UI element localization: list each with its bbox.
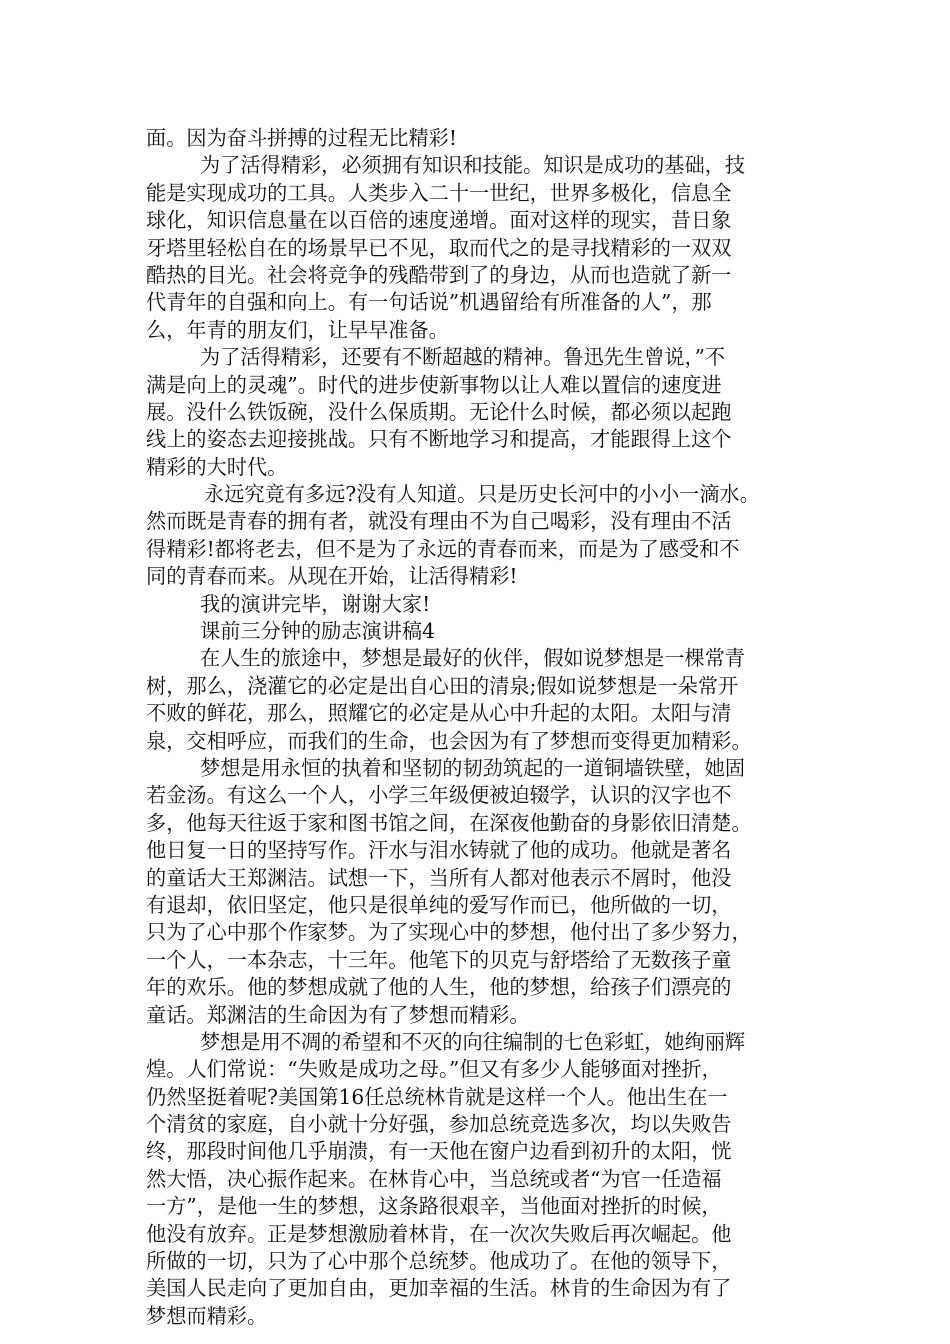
text-line: 童话。郑渊洁的生命因为有了梦想而精彩。 [146,1002,530,1027]
text-line: 终，那段时间他几乎崩溃，有一天他在窗户边看到初升的太阳，恍 [146,1139,732,1164]
text-line: 美国人民走向了更加自由，更加幸福的生活。林肯的生命因为有了 [146,1276,732,1301]
paragraph-start-line: 为了活得精彩，必须拥有知识和技能。知识是成功的基础，技 [200,153,746,178]
text-line: 满是向上的灵魂”。时代的进步使新事物以让人难以置信的速度进 [146,372,722,397]
text-line: 一方”，是他一生的梦想，这条路很艰辛，当他面对挫折的时候， [146,1194,722,1219]
text-line: 树，那么，浇灌它的必定是出自心田的清泉;假如说梦想是一朵常开 [146,673,739,698]
text-line: 面。因为奋斗拼搏的过程无比精彩! [146,126,457,150]
text-line: 得精彩!都将老去，但不是为了永远的青春而来，而是为了感受和不 [146,536,740,561]
text-line: 泉，交相呼应，而我们的生命，也会因为有了梦想而变得更加精彩。 [146,728,752,753]
paragraph-start-line: 梦想是用永恒的执着和坚韧的韧劲筑起的一道铜墙铁壁，她固 [200,755,746,780]
closing-line: 我的演讲完毕，谢谢大家! [200,591,431,616]
text-line: 煌。人们常说：“失败是成功之母。”但又有多少人能够面对挫折， [146,1057,722,1082]
text-line: 有退却，依旧坚定，他只是很单纯的爱写作而已，他所做的一切， [146,892,732,917]
text-line: 不败的鲜花，那么，照耀它的必定是从心中升起的太阳。太阳与清 [146,701,732,726]
text-line: 酷热的目光。社会将竞争的残酷带到了的身边，从而也造就了新一 [146,262,732,287]
text-line: 么，年青的朋友们，让早早准备。 [146,317,449,342]
paragraph-start-line: 在人生的旅途中，梦想是最好的伙伴，假如说梦想是一棵常青 [200,646,746,671]
text-line: 球化，知识信息量在以百倍的速度递增。面对这样的现实，昔日象 [146,208,732,233]
text-line: 代青年的自强和向上。有一句话说”机遇留给有所准备的人”，那 [146,290,712,315]
text-line: 只为了心中那个作家梦。为了实现心中的梦想，他付出了多少努力， [146,920,752,945]
text-line: 仍然坚挺着呢?美国第16任总统林肯就是这样一个人。他出生在一 [146,1084,728,1109]
text-line: 多，他每天往返于家和图书馆之间，在深夜他勤奋的身影依旧清楚。 [146,810,752,835]
text-line: 线上的姿态去迎接挑战。只有不断地学习和提高，才能跟得上这个 [146,427,732,452]
text-line: 若金汤。有这么一个人，小学三年级便被迫辍学，认识的汉字也不 [146,783,732,808]
document-body [146,125,816,1330]
text-line: 他日复一日的坚持写作。汗水与泪水铸就了他的成功。他就是著名 [146,838,732,863]
text-line: 精彩的大时代。 [146,454,288,479]
text-line: 年的欢乐。他的梦想成就了他的人生，他的梦想，给孩子们漂亮的 [146,975,732,1000]
text-line: 梦想而精彩。 [146,1303,268,1328]
paragraph-start-line: 梦想是用不凋的希望和不灭的向往编制的七色彩虹，她绚丽辉 [200,1029,746,1054]
text-line: 展。没什么铁饭碗，没什么保质期。无论什么时候，都必须以起跑 [146,399,732,424]
text-line: 一个人，一本杂志，十三年。他笔下的贝克与舒塔给了无数孩子童 [146,947,732,972]
text-line: 所做的一切，只为了心中那个总统梦。他成功了。在他的领导下， [146,1249,732,1274]
text-line: 能是实现成功的工具。人类步入二十一世纪，世界多极化，信息全 [146,180,732,205]
text-line: 然大悟，决心振作起来。在林肯心中，当总统或者“为官一任造福 [146,1166,722,1191]
text-line: 同的青春而来。从现在开始，让活得精彩! [146,564,518,589]
text-line: 个清贫的家庭，自小就十分好强，参加总统竞选多次，均以失败告 [146,1112,732,1137]
paragraph-start-line: 永远究竟有多远?没有人知道。只是历史长河中的小小一滴水。 [204,482,760,507]
text-line: 他没有放弃。正是梦想激励着林肯，在一次次失败后再次崛起。他 [146,1221,732,1246]
section-heading: 课前三分钟的励志演讲稿4 [200,619,435,644]
paragraph-start-line: 为了活得精彩，还要有不断超越的精神。鲁迅先生曾说，”不 [200,345,726,370]
text-line: 的童话大王郑渊洁。试想一下，当所有人都对他表示不屑时，他没 [146,865,732,890]
text-line: 牙塔里轻松自在的场景早已不见，取而代之的是寻找精彩的一双双 [146,235,732,260]
text-line: 然而既是青春的拥有者，就没有理由不为自己喝彩，没有理由不活 [146,509,732,534]
